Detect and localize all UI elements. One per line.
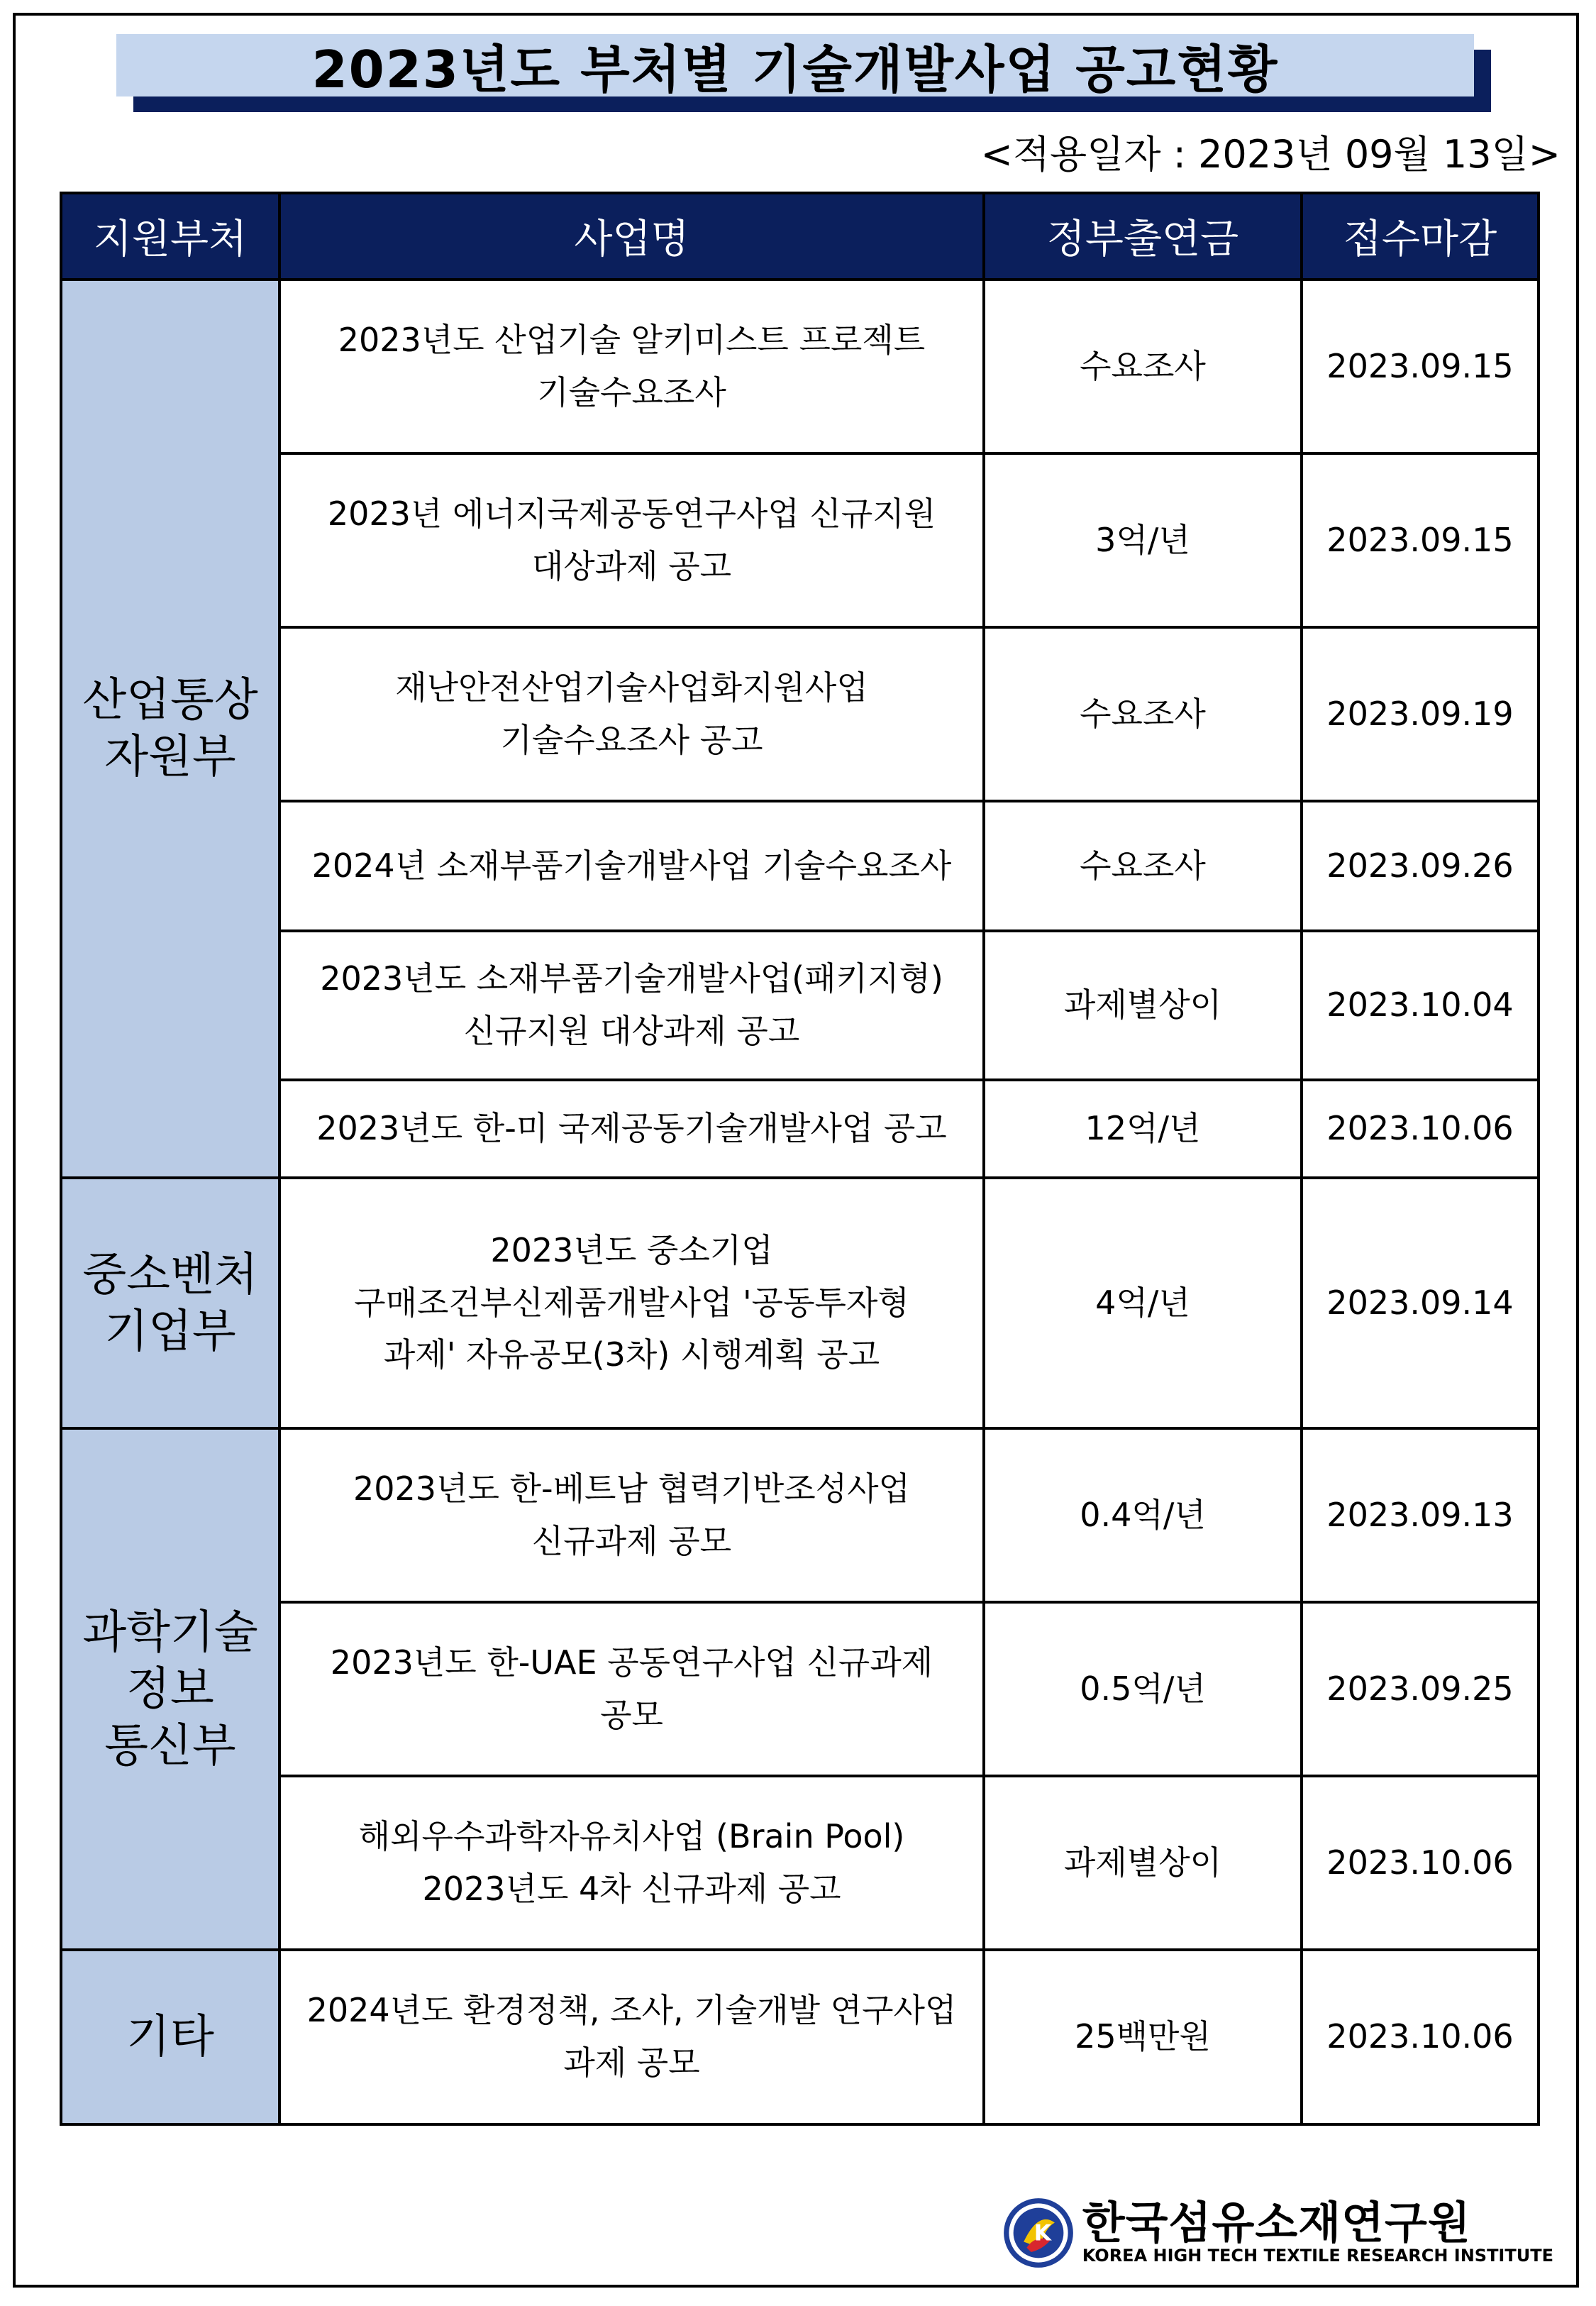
deadline-cell: 2023.10.06 (1302, 1776, 1539, 1950)
program-name-cell: 2023년도 한-베트남 협력기반조성사업 신규과제 공모 (279, 1428, 984, 1602)
funding-cell: 수요조사 (984, 627, 1302, 801)
institute-logo (1002, 2196, 1553, 2270)
effective-date: <적용일자 : 2023년 09월 13일> (980, 132, 1561, 177)
header-program-name: 사업명 (279, 193, 984, 280)
deadline-cell: 2023.09.26 (1302, 801, 1539, 931)
funding-cell: 25백만원 (984, 1950, 1302, 2124)
program-name-cell: 2023년도 한-미 국제공동기술개발사업 공고 (279, 1080, 984, 1178)
funding-cell: 수요조사 (984, 280, 1302, 453)
funding-cell: 과제별상이 (984, 1776, 1302, 1950)
table-row (61, 1080, 1539, 1178)
program-name-cell: 2023년도 중소기업 구매조건부신제품개발사업 '공동투자형 과제' 자유공모(3차) 시행계획 공고 (279, 1178, 984, 1428)
deadline-cell: 2023.09.14 (1302, 1178, 1539, 1428)
funding-cell: 0.5억/년 (984, 1602, 1302, 1776)
table-row (61, 1178, 1539, 1428)
funding-cell: 4억/년 (984, 1178, 1302, 1428)
funding-cell: 3억/년 (984, 453, 1302, 627)
table-row (61, 1776, 1539, 1950)
table-row (61, 1428, 1539, 1602)
header-deadline: 접수마감 (1302, 193, 1539, 280)
program-name-cell: 2023년도 소재부품기술개발사업(패키지형) 신규지원 대상과제 공고 (279, 931, 984, 1080)
department-cell: 기타 (61, 1950, 279, 2124)
table-row (61, 627, 1539, 801)
funding-cell: 12억/년 (984, 1080, 1302, 1178)
program-name-cell: 2024년 소재부품기술개발사업 기술수요조사 (279, 801, 984, 931)
table-row (61, 801, 1539, 931)
deadline-cell: 2023.09.13 (1302, 1428, 1539, 1602)
table-row (61, 1950, 1539, 2124)
header-funding: 정부출연금 (984, 193, 1302, 280)
program-name-cell: 재난안전산업기술사업화지원사업 기술수요조사 공고 (279, 627, 984, 801)
table-header-row (61, 193, 1539, 280)
deadline-cell: 2023.10.06 (1302, 1080, 1539, 1178)
department-cell: 과학기술 정보 통신부 (61, 1428, 279, 1950)
deadline-cell: 2023.09.19 (1302, 627, 1539, 801)
page-title: 2023년도 부처별 기술개발사업 공고현황 (311, 40, 1279, 99)
program-name-cell: 2023년도 한-UAE 공동연구사업 신규과제 공모 (279, 1602, 984, 1776)
department-cell: 산업통상 자원부 (61, 280, 279, 1178)
svg-text:K: K (1033, 2220, 1051, 2246)
funding-cell: 수요조사 (984, 801, 1302, 931)
table-row (61, 931, 1539, 1080)
funding-cell: 과제별상이 (984, 931, 1302, 1080)
title-box (116, 34, 1474, 99)
table-row (61, 453, 1539, 627)
institute-name-korean: 한국섬유소재연구원 (1082, 2197, 1471, 2249)
header-department: 지원부처 (61, 193, 279, 280)
deadline-cell: 2023.09.15 (1302, 453, 1539, 627)
deadline-cell: 2023.09.15 (1302, 280, 1539, 453)
table-row (61, 280, 1539, 453)
deadline-cell: 2023.10.04 (1302, 931, 1539, 1080)
program-name-cell: 2023년도 산업기술 알키미스트 프로젝트 기술수요조사 (279, 280, 984, 453)
department-cell: 중소벤처 기업부 (61, 1178, 279, 1428)
announcement-table (60, 192, 1540, 2126)
deadline-cell: 2023.09.25 (1302, 1602, 1539, 1776)
deadline-cell: 2023.10.06 (1302, 1950, 1539, 2124)
program-name-cell: 2024년도 환경정책, 조사, 기술개발 연구사업 과제 공모 (279, 1950, 984, 2124)
table-row (61, 1602, 1539, 1776)
funding-cell: 0.4억/년 (984, 1428, 1302, 1602)
institute-emblem-icon (1002, 2196, 1075, 2270)
program-name-cell: 해외우수과학자유치사업 (Brain Pool) 2023년도 4차 신규과제 공고 (279, 1776, 984, 1950)
institute-name-english: KOREA HIGH TECH TEXTILE RESEARCH INSTITUTE (1082, 2246, 1553, 2266)
program-name-cell: 2023년 에너지국제공동연구사업 신규지원 대상과제 공고 (279, 453, 984, 627)
